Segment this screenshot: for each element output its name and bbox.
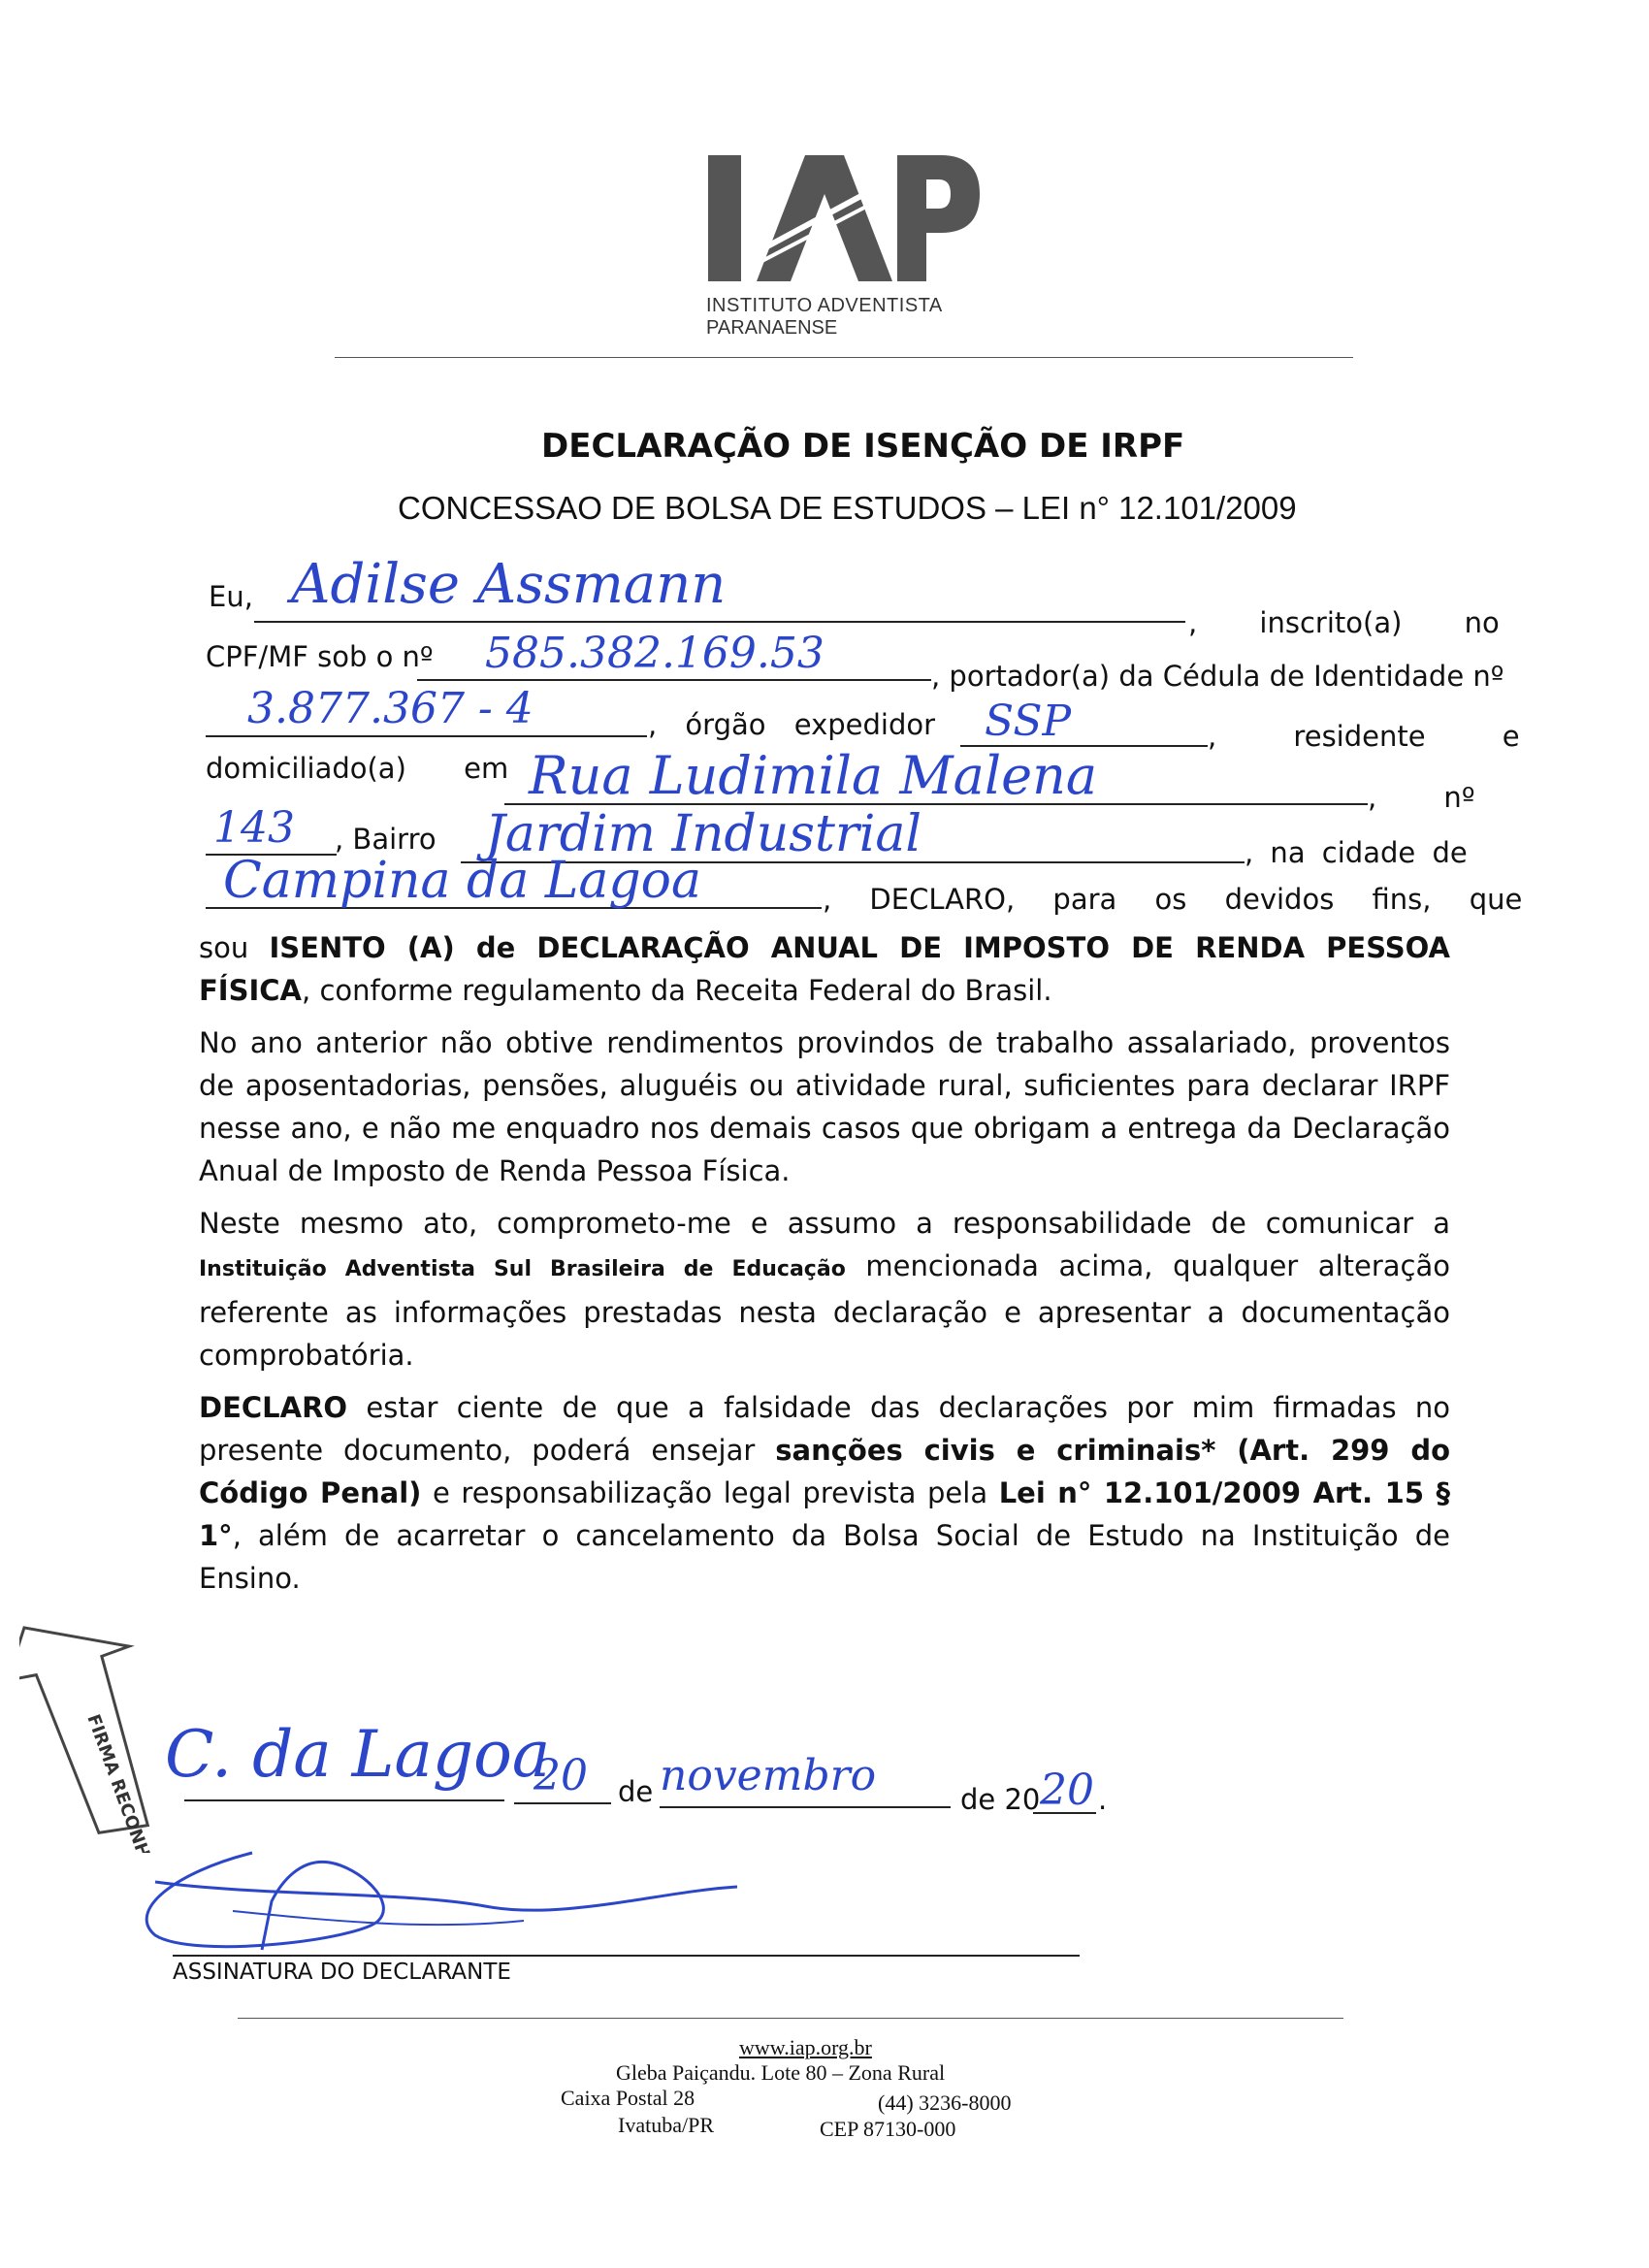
date-place[interactable]: C. da Lagoa xyxy=(165,1717,551,1792)
cidade-label: , na cidade de xyxy=(1245,836,1468,869)
cpf-value[interactable]: 585.382.169.53 xyxy=(485,629,824,678)
signature-label: ASSINATURA DO DECLARANTE xyxy=(173,1960,511,1985)
logo-line2: PARANAENSE xyxy=(706,317,838,339)
date-month[interactable]: novembro xyxy=(660,1751,877,1800)
footer-divider xyxy=(238,2018,1343,2019)
isento-bold: ISENTO (A) de DECLARAÇÃO ANUAL DE IMPOSTO DE RENDA PESSOA FÍSICA xyxy=(199,931,1450,1007)
document-subtitle: CONCESSAO DE BOLSA DE ESTUDOS – LEI n° 12.101/2009 xyxy=(398,490,1297,526)
footer-phone: (44) 3236-8000 xyxy=(878,2090,1012,2115)
eu-label: Eu, xyxy=(209,580,253,613)
bairro-value[interactable]: Jardim Industrial xyxy=(485,805,922,863)
cpf-line xyxy=(417,679,931,681)
header-divider xyxy=(335,357,1353,358)
para-compromisso xyxy=(199,1202,1450,1377)
bairro-label: , Bairro xyxy=(335,823,436,856)
para4-c: , além de acarretar o cancelamento da Bolsa Social de Estudo na Instituição de Ensino. xyxy=(199,1519,1450,1595)
date-month-line xyxy=(660,1806,951,1808)
date-year[interactable]: 20 xyxy=(1040,1766,1094,1815)
street-value[interactable]: Rua Ludimila Malena xyxy=(529,745,1098,806)
declaro-label: , DECLARO, para os devidos fins, que xyxy=(823,883,1523,916)
firma-reconhecida-stamp xyxy=(19,1601,194,1853)
date-de2: de 20 xyxy=(960,1783,1041,1816)
para3-a: Neste mesmo ato, comprometo-me e assumo a responsabilidade de comunicar a xyxy=(199,1207,1450,1240)
signature-line xyxy=(173,1955,1080,1957)
date-de1: de xyxy=(618,1775,654,1808)
footer-address: Gleba Paiçandu. Lote 80 – Zona Rural xyxy=(616,2060,946,2085)
date-place-line xyxy=(184,1799,504,1801)
stamp-label: FIRMA RECONHECIDA xyxy=(82,1711,175,1853)
orgao-value[interactable]: SSP xyxy=(985,697,1072,746)
isento-paragraph xyxy=(199,926,1450,1012)
domiciliado-label: domiciliado(a) em xyxy=(206,752,509,785)
para-rendimentos: No ano anterior não obtive rendimentos provindos de trabalho assalariado, proventos de aposentadorias, pensões, aluguéis ou atividade rural, suficientes para declarar IRPF nesse ano, e não me enquadro nos demais casos que obrigam a entrega da Declaração Anual de Imposto de Renda Pessoa Física. xyxy=(199,1026,1450,1187)
inscrito-label: , inscrito(a) no xyxy=(1188,606,1500,639)
iap-logo xyxy=(698,146,989,340)
number-value[interactable]: 143 xyxy=(213,803,295,853)
signature-scribble xyxy=(116,1824,795,1960)
footer-cep: CEP 87130-000 xyxy=(820,2117,956,2141)
name-line xyxy=(254,621,1185,623)
para-declaro xyxy=(199,1386,1450,1600)
name-value[interactable]: Adilse Assmann xyxy=(291,553,727,616)
date-day-line xyxy=(514,1802,611,1804)
para4-bold2: sanções civis e criminais* (Art. 299 do Código Penal) xyxy=(199,1434,1451,1509)
para3-bold: Instituição Adventista Sul Brasileira de Educação xyxy=(199,1257,846,1281)
para4-a: estar ciente de que a falsidade das declarações por mim firmadas no presente documento, poderá ensejar xyxy=(199,1391,1450,1467)
footer-website[interactable]: www.iap.org.br xyxy=(739,2035,872,2059)
cpf-label: CPF/MF sob o nº xyxy=(206,640,434,673)
portador-label: , portador(a) da Cédula de Identidade nº xyxy=(931,660,1504,693)
date-end: . xyxy=(1098,1783,1108,1816)
isento-prefix: sou xyxy=(199,931,270,964)
document-title: DECLARAÇÃO DE ISENÇÃO DE IRPF xyxy=(541,427,1185,466)
rg-line xyxy=(206,735,647,737)
isento-suffix: , conforme regulamento da Receita Federal do Brasil. xyxy=(302,974,1052,1007)
residente-label: , residente e xyxy=(1208,720,1520,753)
para4-bold1: DECLARO xyxy=(199,1391,348,1424)
para3-b: mencionada acima, qualquer alteração referente as informações prestadas nesta declaração e apresentar a documentação comprobatória. xyxy=(199,1249,1450,1372)
footer-city: Ivatuba/PR xyxy=(618,2113,714,2137)
para4-bold3: Lei n° 12.101/2009 Art. 15 § 1° xyxy=(199,1476,1450,1552)
para4-b: e responsabilização legal prevista pela xyxy=(421,1476,999,1509)
orgao-label: , órgão expedidor xyxy=(648,708,936,741)
footer-caixa: Caixa Postal 28 xyxy=(561,2086,695,2110)
numero-label: , nº xyxy=(1368,781,1475,814)
city-value[interactable]: Campina da Lagoa xyxy=(223,852,701,910)
logo-line1: INSTITUTO ADVENTISTA xyxy=(706,295,943,316)
date-day[interactable]: 20 xyxy=(534,1751,588,1800)
rg-value[interactable]: 3.877.367 - 4 xyxy=(247,684,534,733)
body-text xyxy=(199,926,1450,1609)
